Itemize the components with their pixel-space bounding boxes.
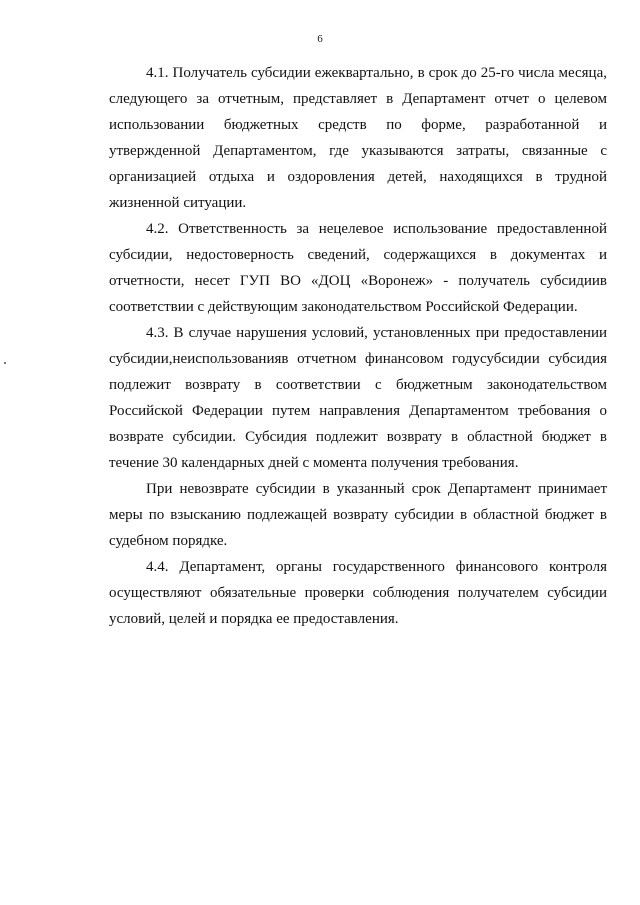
paragraph-4-2: 4.2. Ответственность за нецелевое использование предоставленной субсидии, недостоверность сведений, содержащихся в документах и отчетности, несет ГУП ВО «ДОЦ «Воронеж» - получатель субсидиив соответствии с действующим законодательством Российской Федерации.: [109, 221, 607, 315]
page-number: 6: [317, 33, 323, 45]
paragraph-4-1: 4.1. Получатель субсидии ежеквартально, в срок до 25-го числа месяца, следующего за отчетным, представляет в Департамент отчет о целевом использовании бюджетных средств по форме, разработанной и утвержденной Департаментом, где указываются затраты, связанные с организацией отдыха и оздоровления детей, находящихся в трудной жизненной ситуации.: [109, 65, 607, 211]
paragraph-4-4: 4.4. Департамент, органы государственного финансового контроля осуществляют обязательные проверки соблюдения получателем субсидии условий, целей и порядка ее предоставления.: [109, 559, 607, 627]
paragraph-4-3: 4.3. В случае нарушения условий, установленных при предоставлении субсидии,неиспользованияв отчетном финансовом годусубсидии субсидия подлежит возврату в соответствии с бюджетным законодательством Российской Федерации путем направления Департаментом требования о возврате субсидии. Субсидия подлежит возврату в областной бюджет в течение 30 календарных дней с момента получения требования.: [109, 325, 607, 471]
paragraph-4-3-continuation: При невозврате субсидии в указанный срок Департамент принимает меры по взысканию подлежащей возврату субсидии в областной бюджет в судебном порядке.: [109, 481, 607, 549]
document-body: [109, 60, 607, 632]
scan-speck: [4, 362, 6, 364]
